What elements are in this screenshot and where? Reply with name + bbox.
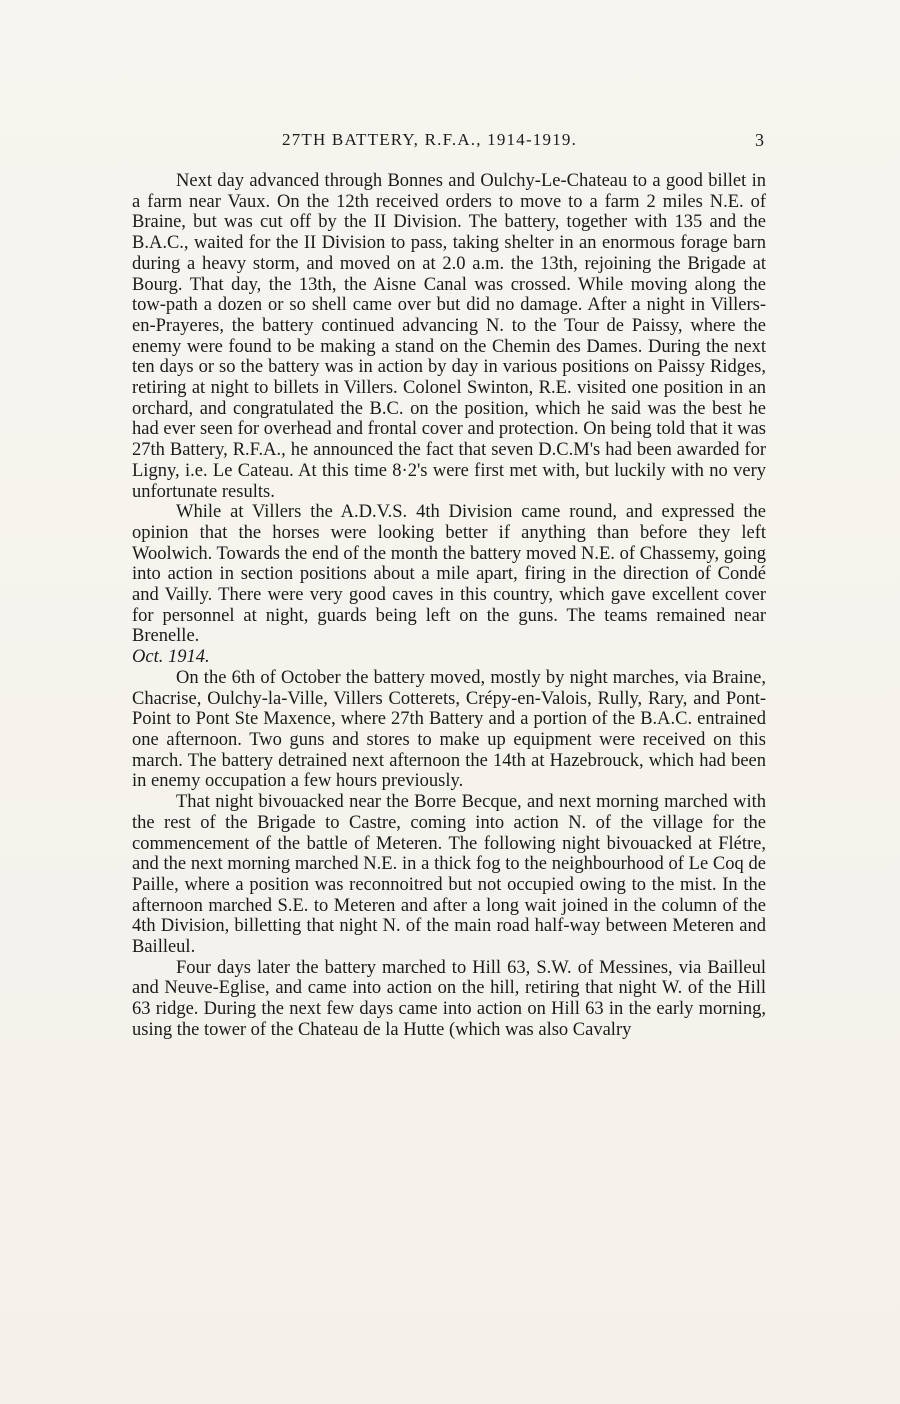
running-header — [132, 130, 764, 154]
paragraph: While at Villers the A.D.V.S. 4th Division came round, and expressed the opinion that the horses were looking better if anything than before they left Woolwich. Towards the end of the month the battery moved N.E. of Chassemy, going into action in section positions about a mile apart, firing in the direction of Condé and Vailly. There were very good caves in this country, which gave excellent cover for personnel at night, guards being left on the guns. The teams remained near Brenelle. — [132, 502, 766, 647]
body-text — [132, 171, 766, 1041]
paragraph: Next day advanced through Bonnes and Oulchy-Le-Chateau to a good billet in a farm near Vaux. On the 12th received orders to move to a farm 2 miles N.E. of Braine, but was cut off by the II Division. The battery, together with 135 and the B.A.C., waited for the II Division to pass, taking shelter in an enormous forage barn during a heavy storm, and moved on at 2.0 a.m. the 13th, rejoining the Brigade at Bourg. That day, the 13th, the Aisne Canal was crossed. While moving along the tow-path a dozen or so shell came over but did no damage. After a night in Villers-en-Prayeres, the battery continued advancing N. to the Tour de Paissy, where the enemy were found to be making a stand on the Chemin des Dames. During the next ten days or so the battery was in action by day in various positions on Paissy Ridges, retiring at night to billets in Villers. Colonel Swinton, R.E. visited one position in an orchard, and congratulated the B.C. on the position, which he said was the best he had ever seen for overhead and frontal cover and protection. On being told that it was 27th Battery, R.F.A., he announced the fact that seven D.C.M's had been awarded for Ligny, i.e. Le Cateau. At this time 8·2's were first met with, but luckily with no very unfortunate results. — [132, 171, 766, 502]
paragraph: That night bivouacked near the Borre Becque, and next morning marched with the rest of the Brigade to Castre, coming into action N. of the village for the commencement of the battle of Meteren. The following night bivouacked at Flétre, and the next morning marched N.E. in a thick fog to the neighbourhood of Le Coq de Paille, where a position was reconnoitred but not occupied owing to the mist. In the afternoon marched S.E. to Meteren and after a long wait joined in the column of the 4th Division, billetting that night N. of the main road half-way between Meteren and Bailleul. — [132, 792, 766, 958]
paragraph: Four days later the battery marched to Hill 63, S.W. of Messines, via Bailleul and Neuve-Eglise, and came into action on the hill, retiring that night W. of the Hill 63 ridge. During the next few days came into action on Hill 63 in the early morning, using the tower of the Chateau de la Hutte (which was also Cavalry — [132, 957, 766, 1040]
page-number: 3 — [755, 130, 764, 150]
running-header-title: 27TH BATTERY, R.F.A., 1914-1919. — [282, 130, 578, 149]
section-heading: Oct. 1914. — [132, 647, 210, 668]
paragraph: On the 6th of October the battery moved, mostly by night marches, via Braine, Chacrise, Oulchy-la-Ville, Villers Cotterets, Crépy-en-Valois, Rully, Rary, and Pont-Point to Pont Ste Maxence, where 27th Battery and a portion of the B.A.C. entrained one afternoon. Two guns and stores to make up equipment were received on this march. The battery detrained next afternoon the 14th at Hazebrouck, which had been in enemy occupation a few hours previously. — [132, 667, 766, 792]
